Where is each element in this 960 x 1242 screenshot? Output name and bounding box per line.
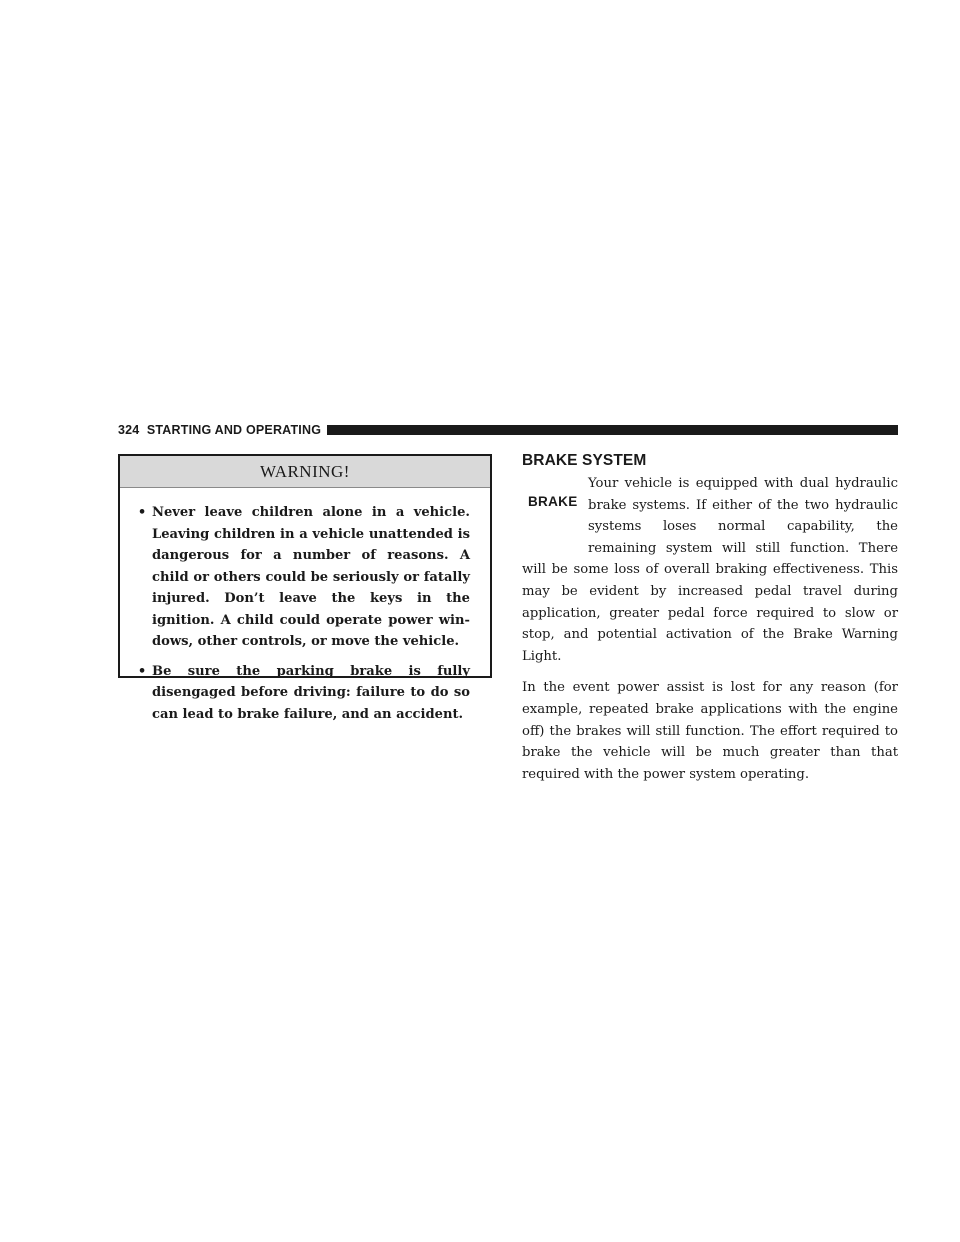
brake-system-body [522, 473, 898, 795]
page-header-text [118, 423, 327, 437]
brake-warning-icon: BRAKE [528, 494, 578, 509]
bullet-icon: • [137, 663, 147, 679]
warning-box [118, 454, 492, 722]
header-rule [327, 425, 898, 435]
section-name: STARTING AND OPERATING [146, 423, 322, 437]
warning-item [132, 661, 470, 726]
warning-item [132, 502, 470, 653]
warning-list [120, 488, 490, 725]
page-number: 324 [118, 423, 140, 437]
warning-title: WARNING! [120, 456, 490, 488]
warning-item-text: Be sure the parking brake is fully disengaged before driving: failure to do so can lead to brake failure, and an accident. [152, 663, 470, 722]
warning-item-text: Never leave children alone in a vehicle. Leaving children in a vehicle unattended is dangerous for a number of reasons. A child or others could be seriously or fatally injured. Don’t leave the keys in the ignition. A child could operate power win- dows, other controls, or move the vehicle. [152, 505, 470, 649]
page-header [118, 422, 898, 438]
paragraph: Your vehicle is equipped with dual hydraulic brake systems. If either of the two hydraulic systems loses normal capability, the remaining system will still function. There will be some loss of overall braking effectiveness. This may be evident by increased pedal travel during application, greater pedal force required to slow or stop, and potential activation of the Brake Warning Light. [522, 476, 898, 664]
paragraph: In the event power assist is lost for any reason (for example, repeated brake applications with the engine off) the brakes will still function. The effort required to brake the vehicle will be much greater than that required with the power system operating. [522, 680, 898, 782]
bullet-icon: • [137, 505, 147, 520]
section-title: BRAKE SYSTEM [522, 452, 647, 469]
